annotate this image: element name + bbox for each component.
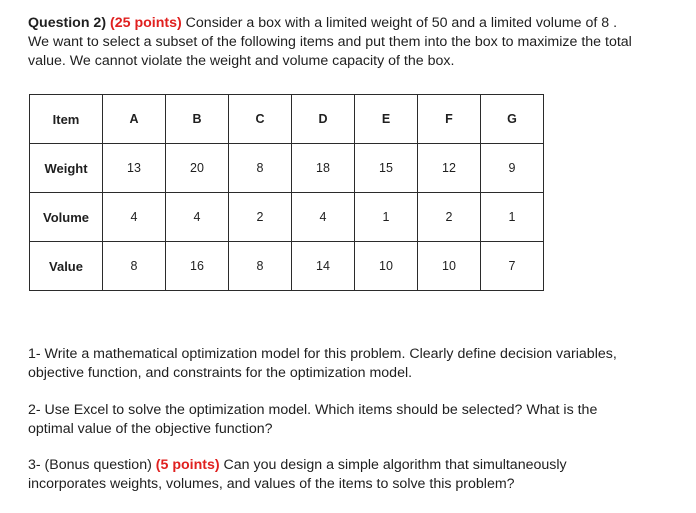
- row-label: Volume: [30, 193, 103, 242]
- table-header-row: [30, 95, 544, 144]
- table-cell: 15: [355, 144, 418, 193]
- task-3: [28, 456, 668, 494]
- table-cell: 2: [229, 193, 292, 242]
- table-cell: 13: [103, 144, 166, 193]
- task-text: Can you design a simple algorithm that simultaneously: [219, 457, 567, 473]
- table-cell: 4: [292, 193, 355, 242]
- task-1: [28, 345, 668, 383]
- task-line: incorporates weights, volumes, and values of the items to solve this problem?: [28, 476, 515, 492]
- task-line: [28, 456, 668, 475]
- table-row-weight: [30, 144, 544, 193]
- task-prefix: 3- (Bonus question): [28, 457, 156, 473]
- row-label: Value: [30, 242, 103, 291]
- items-table: [29, 94, 544, 291]
- table-cell: 1: [355, 193, 418, 242]
- intro-line-2: We want to select a subset of the following items and put them into the box to maximize the total: [28, 34, 632, 50]
- table-cell: D: [292, 95, 355, 144]
- task-line: 2- Use Excel to solve the optimization model. Which items should be selected? What is the: [28, 402, 598, 418]
- table-cell: 9: [481, 144, 544, 193]
- table-cell: 20: [166, 144, 229, 193]
- table-cell: 2: [418, 193, 481, 242]
- table-cell: 4: [103, 193, 166, 242]
- intro-line-3: value. We cannot violate the weight and volume capacity of the box.: [28, 53, 455, 69]
- table-row-value: [30, 242, 544, 291]
- table-cell: E: [355, 95, 418, 144]
- table-cell: 10: [418, 242, 481, 291]
- table-cell: 7: [481, 242, 544, 291]
- table-cell: 14: [292, 242, 355, 291]
- table-cell: 16: [166, 242, 229, 291]
- table-cell: B: [166, 95, 229, 144]
- table-cell: 12: [418, 144, 481, 193]
- task-line: 1- Write a mathematical optimization model for this problem. Clearly define decision variables,: [28, 346, 617, 362]
- table-cell: C: [229, 95, 292, 144]
- question-intro: [28, 14, 668, 71]
- table-cell: 1: [481, 193, 544, 242]
- points-badge: (25 points): [110, 15, 182, 31]
- task-line: objective function, and constraints for the optimization model.: [28, 365, 413, 381]
- table-cell: F: [418, 95, 481, 144]
- table-cell: 8: [229, 144, 292, 193]
- intro-line-1: [28, 14, 668, 33]
- table-cell: 8: [229, 242, 292, 291]
- task-line: optimal value of the objective function?: [28, 421, 273, 437]
- row-label: Weight: [30, 144, 103, 193]
- task-2: [28, 401, 668, 439]
- intro-text-a: Consider a box with a limited weight of 50 and a limited volume of 8 .: [181, 15, 618, 31]
- table-cell: A: [103, 95, 166, 144]
- table-cell: 18: [292, 144, 355, 193]
- table-row-volume: [30, 193, 544, 242]
- table-cell: 10: [355, 242, 418, 291]
- bonus-points-badge: (5 points): [155, 457, 220, 473]
- question-label: Question 2): [28, 15, 107, 31]
- table-cell: 4: [166, 193, 229, 242]
- table-cell: 8: [103, 242, 166, 291]
- table-cell: G: [481, 95, 544, 144]
- row-label: Item: [30, 95, 103, 144]
